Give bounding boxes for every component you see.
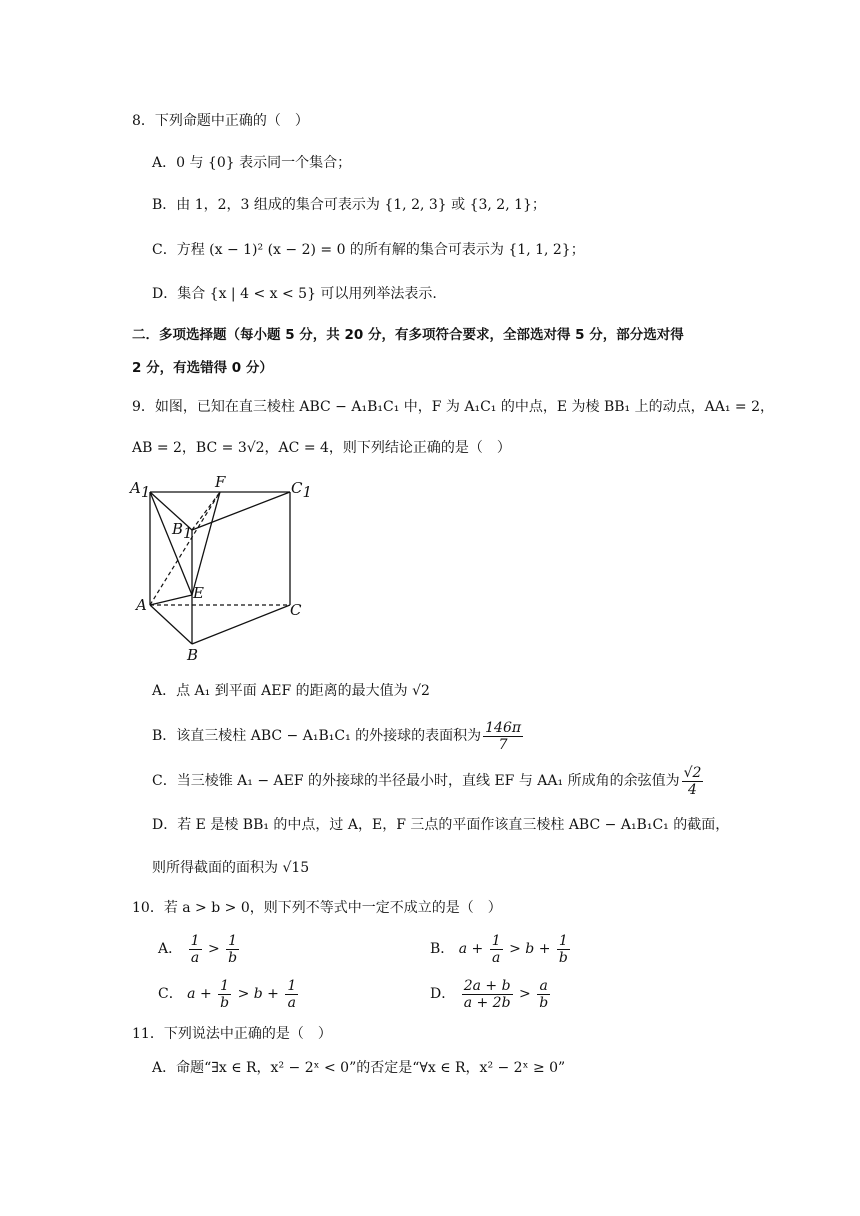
- label-b1: B1: [172, 520, 193, 542]
- line-a1-e: [150, 492, 192, 595]
- q9-stem-line2: AB = 2，BC = 3√2，AC = 4，则下列结论正确的是（ ）: [132, 440, 511, 456]
- q9-option-b: [152, 716, 525, 756]
- q9-option-b-text: B．该直三棱柱 ABC − A₁B₁C₁ 的外接球的表面积为: [152, 728, 482, 744]
- section2-heading-line1: 二．多项选择题（每小题 5 分，共 20 分，有多项符合要求，全部选对得 5 分，部分选对得: [132, 327, 684, 343]
- q10-stem: 10．若 a > b > 0，则下列不等式中一定不成立的是（ ）: [132, 900, 502, 916]
- q11-option-a: A．命题“∃x ∈ R，x² − 2ˣ < 0”的否定是“∀x ∈ R，x² − 2ˣ ≥ 0”: [152, 1060, 566, 1076]
- q11-stem: 11．下列说法中正确的是（ ）: [132, 1026, 332, 1042]
- prism-figure: [130, 472, 313, 672]
- q8-option-a: A．0 与 {0} 表示同一个集合；: [152, 155, 352, 171]
- q9-option-c-fraction: $\frac{√2}{4}$: [683, 764, 702, 798]
- line-e-f: [192, 492, 220, 595]
- q9-option-d-line2: 则所得截面的面积为 √15: [152, 860, 310, 876]
- q8-stem: 8．下列命题中正确的（ ）: [132, 113, 309, 129]
- line-a-f-hidden: [150, 492, 220, 605]
- q9-stem-line1: 9．如图，已知在直三棱柱 ABC − A₁B₁C₁ 中，F 为 A₁C₁ 的中点，E 为棱 BB₁ 上的动点，AA₁ = 2，: [132, 399, 774, 415]
- q9-option-c-text: C．当三棱锥 A₁ − AEF 的外接球的半径最小时，直线 EF 与 AA₁ 所成角的余弦值为: [152, 773, 680, 789]
- label-e: E: [193, 584, 204, 602]
- label-a: A: [136, 596, 147, 614]
- line-a-e: [150, 595, 192, 605]
- label-c1: C1: [291, 479, 313, 501]
- q8-option-b: B．由 1，2，3 组成的集合可表示为 {1, 2, 3} 或 {3, 2, 1}；: [152, 197, 546, 213]
- label-c: C: [290, 601, 302, 619]
- q9-option-a: A．点 A₁ 到平面 AEF 的距离的最大值为 √2: [152, 683, 430, 699]
- q10-option-a: A． $\frac{1}{a}$ > $\frac{1}{b}$: [158, 932, 238, 966]
- q10-option-c: C． a + $\frac{1}{b}$ > b + $\frac{1}{a}$: [158, 977, 297, 1011]
- label-f: F: [215, 473, 226, 491]
- section2-heading-line2: 2 分，有选错得 0 分）: [132, 360, 273, 376]
- q9-option-c: [152, 761, 705, 801]
- q9-option-b-fraction: $\frac{146\pi}{7}$: [485, 719, 522, 753]
- q8-option-c: C．方程 (x − 1)² (x − 2) = 0 的所有解的集合可表示为 {1, 1, 2}；: [152, 242, 585, 258]
- q10-option-b: B． a + $\frac{1}{a}$ > b + $\frac{1}{b}$: [430, 932, 568, 966]
- label-a1: A1: [130, 479, 151, 501]
- edge-b-c: [192, 605, 290, 644]
- q9-option-d-line1: D．若 E 是棱 BB₁ 的中点，过 A，E，F 三点的平面作该直三棱柱 ABC − A₁B₁C₁ 的截面，: [152, 817, 730, 833]
- q8-option-d: D．集合 {x | 4 < x < 5} 可以用列举法表示.: [152, 286, 437, 302]
- edge-a-b: [150, 605, 192, 644]
- q10-option-d: D． $\frac{2a + b}{a + 2b}$ > $\frac{a}{b}$: [430, 977, 549, 1011]
- label-b: B: [187, 646, 199, 664]
